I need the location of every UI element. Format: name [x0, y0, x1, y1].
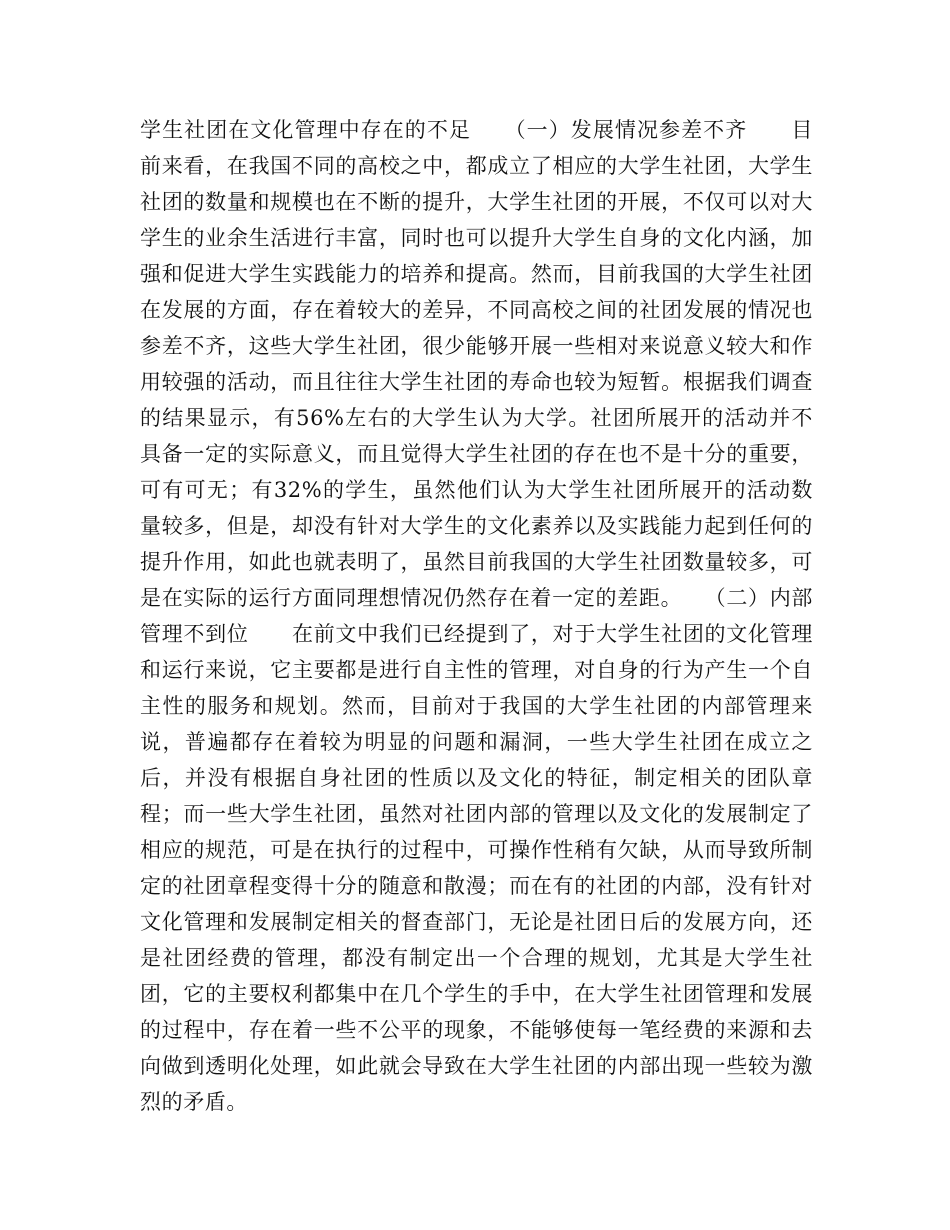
body-paragraph: 学生社团在文化管理中存在的不足 （一）发展情况参差不齐 目前来看，在我国不同的高校之中，都成立了相应的大学生社团，大学生社团的数量和规模也在不断的提升，大学生社团的开展，不仅可以对大学生的业余生活进行丰富，同时也可以提升大学生自身的文化内涵，加强和促进大学生实践能力的培养和提高。然而，目前我国的大学生社团在发展的方面，存在着较大的差异，不同高校之间的社团发展的情况也参差不齐，这些大学生社团，很少能够开展一些相对来说意义较大和作用较强的活动，而且往往大学生社团的寿命也较为短暂。根据我们调查的结果显示，有56%左右的大学生认为大学。社团所展开的活动并不具备一定的实际意义，而且觉得大学生社团的存在也不是十分的重要，可有可无；有32%的学生，虽然他们认为大学生社团所展开的活动数量较多，但是，却没有针对大学生的文化素养以及实践能力起到任何的提升作用，如此也就表明了，虽然目前我国的大学生社团数量较多，可是在实际的运行方面同理想情况仍然存在着一定的差距。 （二）内部管理不到位 在前文中我们已经提到了，对于大学生社团的文化管理和运行来说，它主要都是进行自主性的管理，对自身的行为产生一个自主性的服务和规划。然而，目前对于我国的大学生社团的内部管理来说，普遍都存在着较为明显的问题和漏洞，一些大学生社团在成立之后，并没有根据自身社团的性质以及文化的特征，制定相关的团队章程；而一些大学生社团，虽然对社团内部的管理以及文化的发展制定了相应的规范，可是在执行的过程中，可操作性稍有欠缺，从而导致所制定的社团章程变得十分的随意和散漫；而在有的社团的内部，没有针对文化管理和发展制定相关的督查部门，无论是社团日后的发展方向，还是社团经费的管理，都没有制定出一个合理的规划，尤其是大学生社团，它的主要权利都集中在几个学生的手中，在大学生社团管理和发展的过程中，存在着一些不公平的现象，不能够使每一笔经费的来源和去向做到透明化处理，如此就会导致在大学生社团的内部出现一些较为激烈的矛盾。	[140, 118, 813, 1114]
